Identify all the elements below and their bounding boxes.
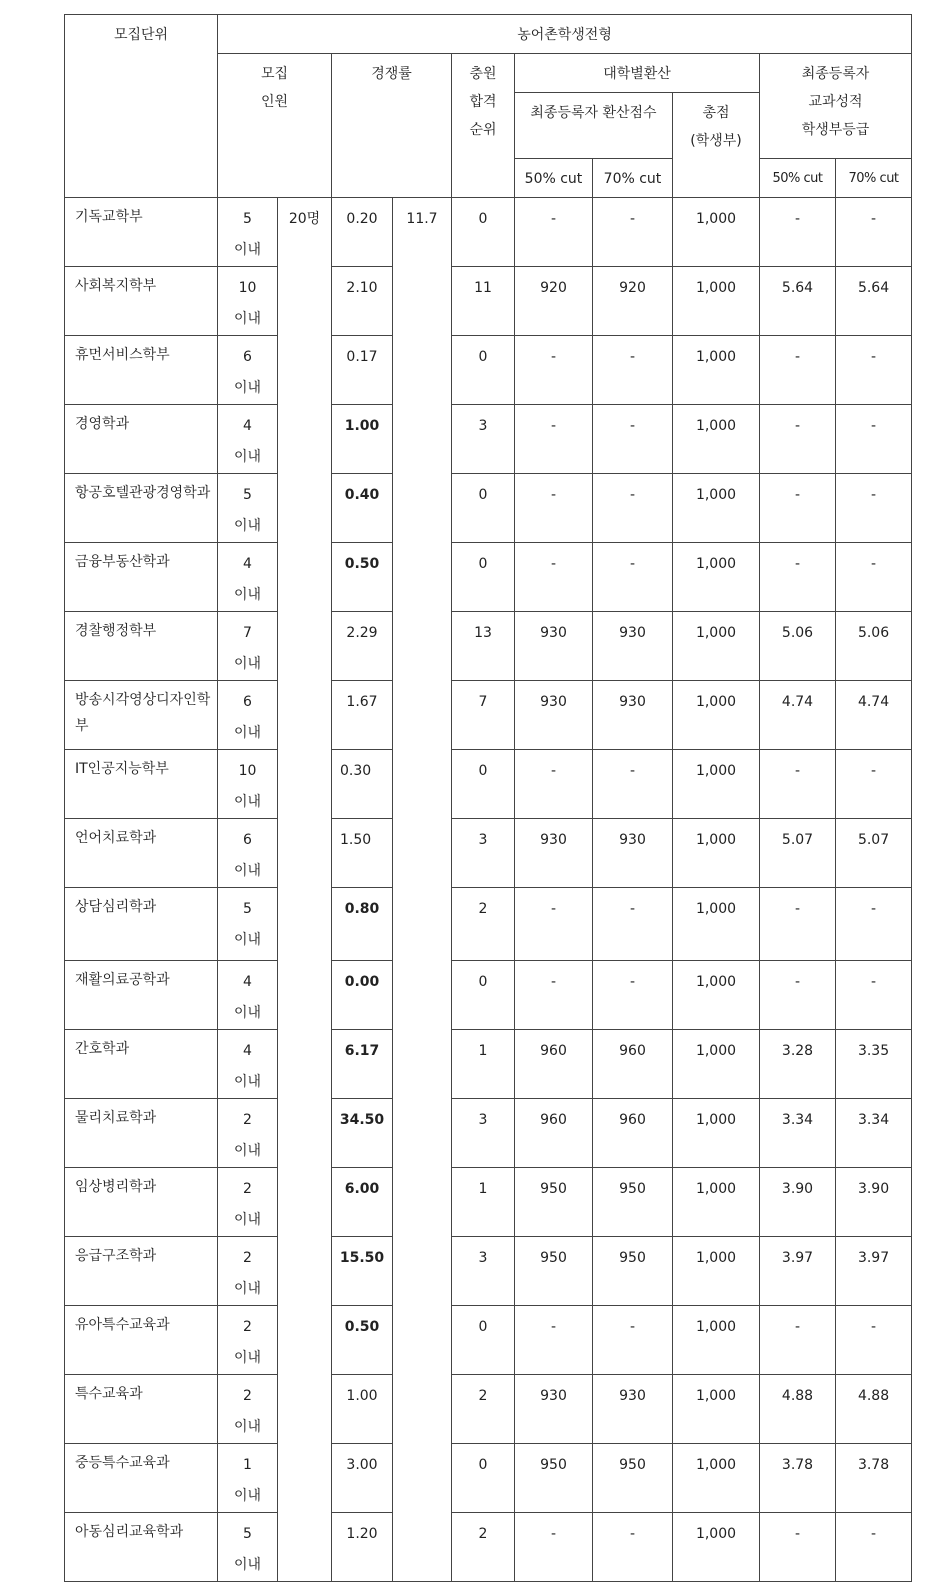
rank: 2 (452, 888, 515, 961)
score-cut70: - (593, 1306, 673, 1375)
total-score: 1,000 (673, 1168, 760, 1237)
competition-rate: 2.10 (332, 267, 393, 336)
recruit-suffix: 이내 (233, 932, 262, 948)
score-cut50: - (515, 405, 593, 474)
recruit-number: 10 (238, 763, 257, 779)
table-row (65, 336, 912, 405)
score-cut70: - (593, 961, 673, 1030)
score-cut70: - (593, 336, 673, 405)
grade-cut50: 3.78 (760, 1444, 836, 1513)
competition-rate (332, 543, 393, 612)
recruit-suffix: 이내 (233, 1005, 262, 1021)
score-cut50: - (515, 961, 593, 1030)
score-cut50: - (515, 474, 593, 543)
rank: 0 (452, 1444, 515, 1513)
recruit-number: 2 (243, 1112, 252, 1128)
recruit-count (218, 1168, 278, 1237)
recruit-suffix: 이내 (233, 518, 262, 534)
recruit-suffix: 이내 (233, 863, 262, 879)
grade-cut50: - (760, 1513, 836, 1582)
unit-name: 금융부동산학과 (65, 543, 218, 612)
recruit-number: 4 (243, 974, 252, 990)
rank: 0 (452, 750, 515, 819)
grade-cut70: - (836, 750, 912, 819)
recruit-suffix: 이내 (233, 1419, 262, 1435)
table-row (65, 888, 912, 961)
table-row (65, 198, 912, 267)
recruit-suffix: 이내 (233, 587, 262, 603)
grade-cut50: - (760, 961, 836, 1030)
recruit-count (218, 543, 278, 612)
recruit-count (218, 474, 278, 543)
recruit-suffix: 이내 (233, 1281, 262, 1297)
recruit-suffix: 이내 (233, 1557, 262, 1573)
table-row (65, 1168, 912, 1237)
table-row (65, 1030, 912, 1099)
score-cut50: 920 (515, 267, 593, 336)
recruit-count (218, 1444, 278, 1513)
competition-value: 0.00 (344, 974, 380, 990)
grade-cut50: - (760, 1306, 836, 1375)
total-score: 1,000 (673, 1306, 760, 1375)
unit-name: 사회복지학부 (65, 267, 218, 336)
grade-cut70: 5.07 (836, 819, 912, 888)
recruit-count (218, 961, 278, 1030)
score-cut70: 930 (593, 819, 673, 888)
rank: 2 (452, 1513, 515, 1582)
recruit-number: 5 (243, 1526, 252, 1542)
header-rank-line3: 순위 (469, 122, 497, 138)
unit-name: 경영학과 (65, 405, 218, 474)
grade-cut70: - (836, 1513, 912, 1582)
grade-cut50: - (760, 336, 836, 405)
total-score: 1,000 (673, 1099, 760, 1168)
grade-cut70: 3.34 (836, 1099, 912, 1168)
total-score: 1,000 (673, 961, 760, 1030)
score-cut70: 930 (593, 681, 673, 750)
score-cut70: - (593, 474, 673, 543)
score-cut50: 930 (515, 1375, 593, 1444)
unit-name: 물리치료학과 (65, 1099, 218, 1168)
table-row (65, 750, 912, 819)
rank: 2 (452, 1375, 515, 1444)
header-cut50: 50% cut (515, 159, 593, 198)
header-cut70: 70% cut (593, 159, 673, 198)
recruit-number: 1 (243, 1457, 252, 1473)
competition-value: 0.40 (344, 487, 380, 503)
admission-results-table (64, 14, 912, 1582)
recruit-count (218, 1099, 278, 1168)
rank: 0 (452, 1306, 515, 1375)
total-score: 1,000 (673, 1375, 760, 1444)
recruit-suffix: 이내 (233, 656, 262, 672)
grade-cut50: 3.28 (760, 1030, 836, 1099)
competition-value: 0.50 (344, 1319, 380, 1335)
rank: 0 (452, 474, 515, 543)
grade-cut70: 4.74 (836, 681, 912, 750)
header-total (673, 93, 760, 198)
unit-name: 특수교육과 (65, 1375, 218, 1444)
recruit-count (218, 612, 278, 681)
total-score: 1,000 (673, 267, 760, 336)
total-score: 1,000 (673, 1444, 760, 1513)
table-row (65, 1444, 912, 1513)
grade-cut70: 3.35 (836, 1030, 912, 1099)
recruit-number: 6 (243, 349, 252, 365)
grade-cut70: 4.88 (836, 1375, 912, 1444)
competition-value: 1.00 (344, 418, 380, 434)
competition-rate (332, 888, 393, 961)
header-group: 농어촌학생전형 (218, 15, 912, 54)
unit-name: IT인공지능학부 (65, 750, 218, 819)
unit-name: 휴먼서비스학부 (65, 336, 218, 405)
score-cut50: 950 (515, 1444, 593, 1513)
rank: 11 (452, 267, 515, 336)
recruit-suffix: 이내 (233, 794, 262, 810)
grade-cut50: - (760, 474, 836, 543)
grade-cut50: 4.74 (760, 681, 836, 750)
recruit-suffix: 이내 (233, 1143, 262, 1159)
rank: 1 (452, 1168, 515, 1237)
header-rank-line2: 합격 (469, 94, 497, 110)
competition-rate: 3.00 (332, 1444, 393, 1513)
header-grade-line1: 최종등록자 (801, 66, 870, 82)
competition-value: 0.50 (344, 556, 380, 572)
recruit-suffix: 이내 (233, 1350, 262, 1366)
table-row (65, 1513, 912, 1582)
grade-cut70: - (836, 1306, 912, 1375)
recruit-number: 2 (243, 1250, 252, 1266)
score-cut50: 930 (515, 681, 593, 750)
total-score: 1,000 (673, 405, 760, 474)
header-recruit (218, 54, 332, 198)
rank: 0 (452, 336, 515, 405)
unit-name: 기독교학부 (65, 198, 218, 267)
competition-value: 15.50 (339, 1250, 385, 1266)
recruit-count (218, 888, 278, 961)
total-score: 1,000 (673, 1237, 760, 1306)
recruit-number: 2 (243, 1388, 252, 1404)
unit-name: 방송시각영상디자인학부 (65, 681, 218, 750)
unit-name: 간호학과 (65, 1030, 218, 1099)
score-cut50: - (515, 1306, 593, 1375)
unit-name: 언어치료학과 (65, 819, 218, 888)
competition-rate: 1.00 (332, 1375, 393, 1444)
recruit-number: 4 (243, 1043, 252, 1059)
table-row (65, 681, 912, 750)
grade-cut50: - (760, 198, 836, 267)
score-cut70: - (593, 1513, 673, 1582)
rank: 1 (452, 1030, 515, 1099)
rank: 0 (452, 198, 515, 267)
score-cut50: 930 (515, 612, 593, 681)
recruit-count (218, 198, 278, 267)
unit-name: 아동심리교육학과 (65, 1513, 218, 1582)
recruit-count (218, 819, 278, 888)
unit-name: 중등특수교육과 (65, 1444, 218, 1513)
recruit-suffix: 이내 (233, 725, 262, 741)
header-total-line1: 총점 (702, 105, 730, 121)
table-row (65, 819, 912, 888)
recruit-count (218, 1030, 278, 1099)
competition-rate: 2.29 (332, 612, 393, 681)
competition-rate (332, 1030, 393, 1099)
recruit-count (218, 267, 278, 336)
unit-name: 상담심리학과 (65, 888, 218, 961)
grade-cut50: 3.97 (760, 1237, 836, 1306)
table-body (65, 198, 912, 1582)
header-recruit-line2: 인원 (260, 94, 289, 110)
score-cut50: 930 (515, 819, 593, 888)
competition-value: 6.00 (344, 1181, 380, 1197)
recruit-count (218, 1513, 278, 1582)
score-cut70: - (593, 198, 673, 267)
recruit-suffix: 이내 (233, 1212, 262, 1228)
score-cut50: - (515, 1513, 593, 1582)
table-row (65, 474, 912, 543)
total-recruit: 20명 (278, 198, 332, 1582)
header-grade-line3: 학생부등급 (801, 122, 870, 138)
competition-value: 34.50 (339, 1112, 385, 1128)
recruit-number: 5 (243, 211, 252, 227)
recruit-count (218, 405, 278, 474)
header-competition: 경쟁률 (332, 54, 452, 198)
table-row (65, 1306, 912, 1375)
score-cut50: - (515, 750, 593, 819)
grade-cut70: 3.97 (836, 1237, 912, 1306)
table-row (65, 1375, 912, 1444)
recruit-number: 6 (243, 832, 252, 848)
recruit-count (218, 750, 278, 819)
competition-rate (332, 405, 393, 474)
total-score: 1,000 (673, 474, 760, 543)
score-cut50: - (515, 198, 593, 267)
recruit-suffix: 이내 (233, 380, 262, 396)
recruit-number: 7 (243, 625, 252, 641)
recruit-number: 5 (243, 487, 252, 503)
recruit-count (218, 1237, 278, 1306)
header-univ-conv: 대학별환산 (515, 54, 760, 93)
score-cut50: 950 (515, 1168, 593, 1237)
score-cut70: 950 (593, 1237, 673, 1306)
grade-cut50: - (760, 750, 836, 819)
competition-rate (332, 474, 393, 543)
recruit-count (218, 336, 278, 405)
grade-cut70: 5.64 (836, 267, 912, 336)
score-cut70: 930 (593, 1375, 673, 1444)
rank: 7 (452, 681, 515, 750)
score-cut70: 950 (593, 1444, 673, 1513)
unit-name: 항공호텔관광경영학과 (65, 474, 218, 543)
grade-cut50: 4.88 (760, 1375, 836, 1444)
score-cut50: - (515, 543, 593, 612)
score-cut70: - (593, 405, 673, 474)
grade-cut50: 5.64 (760, 267, 836, 336)
table-row (65, 961, 912, 1030)
header-grade-line2: 교과성적 (808, 94, 863, 110)
table-row (65, 612, 912, 681)
score-cut50: - (515, 888, 593, 961)
grade-cut70: - (836, 961, 912, 1030)
score-cut70: 960 (593, 1099, 673, 1168)
table-row (65, 543, 912, 612)
rank: 3 (452, 1237, 515, 1306)
grade-cut70: - (836, 543, 912, 612)
score-cut70: - (593, 543, 673, 612)
competition-value: 0.80 (344, 901, 380, 917)
total-score: 1,000 (673, 336, 760, 405)
header-unit: 모집단위 (65, 15, 218, 198)
recruit-count (218, 1306, 278, 1375)
score-cut70: 950 (593, 1168, 673, 1237)
recruit-number: 4 (243, 418, 252, 434)
recruit-suffix: 이내 (233, 449, 262, 465)
recruit-suffix: 이내 (233, 242, 262, 258)
header-final-conv: 최종등록자 환산점수 (515, 93, 673, 159)
grade-cut50: 3.34 (760, 1099, 836, 1168)
competition-rate: 0.20 (332, 198, 393, 267)
unit-name: 응급구조학과 (65, 1237, 218, 1306)
total-score: 1,000 (673, 1513, 760, 1582)
competition-rate: 1.67 (332, 681, 393, 750)
total-score: 1,000 (673, 543, 760, 612)
unit-name: 임상병리학과 (65, 1168, 218, 1237)
score-cut50: 960 (515, 1099, 593, 1168)
total-score: 1,000 (673, 750, 760, 819)
grade-cut70: - (836, 405, 912, 474)
score-cut50: 960 (515, 1030, 593, 1099)
grade-cut50: - (760, 543, 836, 612)
competition-rate (332, 1237, 393, 1306)
score-cut70: 920 (593, 267, 673, 336)
competition-rate (332, 1168, 393, 1237)
recruit-number: 2 (243, 1181, 252, 1197)
grade-cut50: - (760, 888, 836, 961)
grade-cut70: - (836, 474, 912, 543)
grade-cut50: 5.06 (760, 612, 836, 681)
recruit-count (218, 681, 278, 750)
header-grade (760, 54, 912, 159)
total-score: 1,000 (673, 1030, 760, 1099)
total-score: 1,000 (673, 819, 760, 888)
competition-rate (332, 1099, 393, 1168)
grade-cut50: - (760, 405, 836, 474)
competition-rate: 0.17 (332, 336, 393, 405)
competition-rate (332, 961, 393, 1030)
score-cut70: - (593, 888, 673, 961)
recruit-number: 10 (238, 280, 257, 296)
header-recruit-line1: 모집 (260, 66, 289, 82)
competition-rate: 1.20 (332, 1513, 393, 1582)
grade-cut70: 3.78 (836, 1444, 912, 1513)
rank: 3 (452, 819, 515, 888)
rank: 3 (452, 405, 515, 474)
table-row (65, 1237, 912, 1306)
header-total-line2: (학생부) (690, 133, 742, 149)
recruit-number: 4 (243, 556, 252, 572)
total-score: 1,000 (673, 888, 760, 961)
admission-results-table-wrapper (64, 14, 912, 1582)
rank: 3 (452, 1099, 515, 1168)
header-grade-cut50: 50% cut (760, 159, 836, 198)
header-rank (452, 54, 515, 198)
total-competition: 11.7 (393, 198, 452, 1582)
total-score: 1,000 (673, 198, 760, 267)
competition-rate (332, 1306, 393, 1375)
header-grade-cut70: 70% cut (836, 159, 912, 198)
recruit-count (218, 1375, 278, 1444)
grade-cut70: - (836, 198, 912, 267)
score-cut70: - (593, 750, 673, 819)
recruit-number: 6 (243, 694, 252, 710)
table-row (65, 267, 912, 336)
grade-cut70: - (836, 888, 912, 961)
table-row (65, 405, 912, 474)
recruit-suffix: 이내 (233, 1488, 262, 1504)
competition-value: 6.17 (344, 1043, 380, 1059)
grade-cut50: 5.07 (760, 819, 836, 888)
unit-name: 재활의료공학과 (65, 961, 218, 1030)
unit-name: 경찰행정학부 (65, 612, 218, 681)
unit-name: 유아특수교육과 (65, 1306, 218, 1375)
recruit-number: 2 (243, 1319, 252, 1335)
grade-cut70: - (836, 336, 912, 405)
rank: 13 (452, 612, 515, 681)
competition-rate: 1.50 (332, 819, 393, 888)
grade-cut50: 3.90 (760, 1168, 836, 1237)
grade-cut70: 5.06 (836, 612, 912, 681)
total-score: 1,000 (673, 681, 760, 750)
table-row (65, 1099, 912, 1168)
score-cut50: 950 (515, 1237, 593, 1306)
recruit-number: 5 (243, 901, 252, 917)
rank: 0 (452, 543, 515, 612)
grade-cut70: 3.90 (836, 1168, 912, 1237)
competition-rate: 0.30 (332, 750, 393, 819)
score-cut50: - (515, 336, 593, 405)
recruit-suffix: 이내 (233, 311, 262, 327)
header-rank-line1: 충원 (469, 66, 497, 82)
rank: 0 (452, 961, 515, 1030)
score-cut70: 930 (593, 612, 673, 681)
recruit-suffix: 이내 (233, 1074, 262, 1090)
total-score: 1,000 (673, 612, 760, 681)
score-cut70: 960 (593, 1030, 673, 1099)
